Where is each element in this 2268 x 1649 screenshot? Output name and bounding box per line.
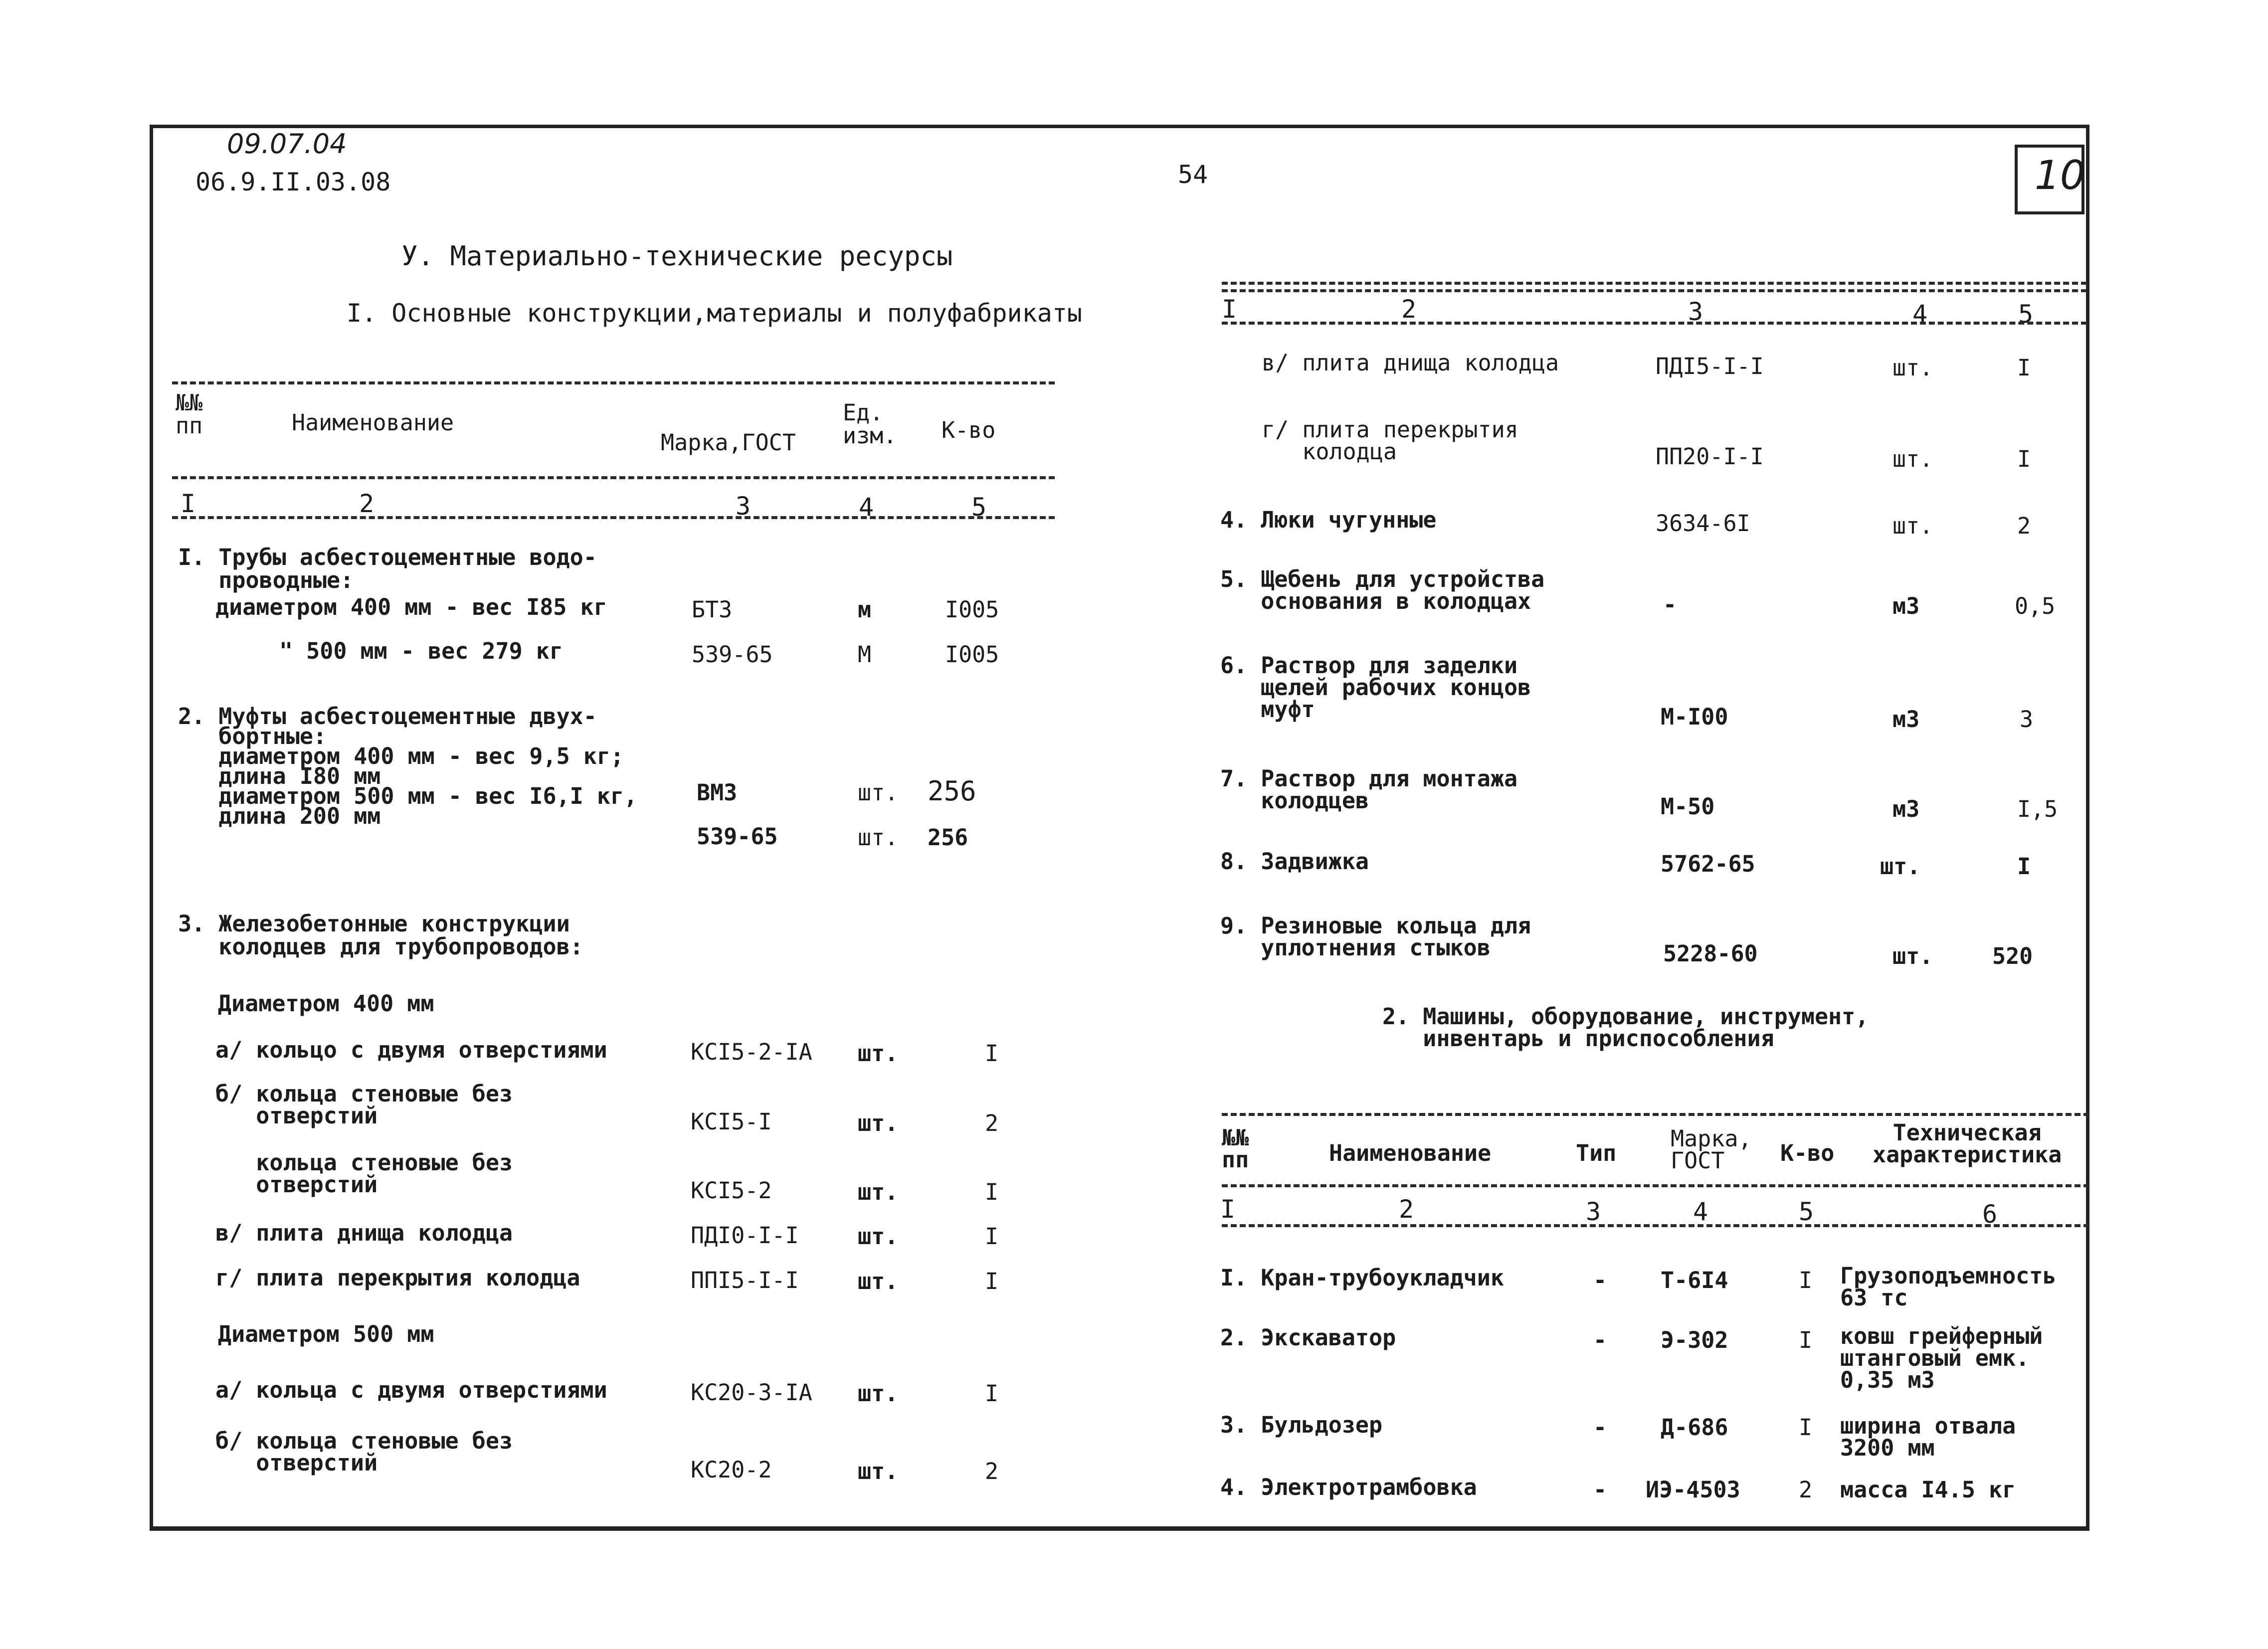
section-2-title: 2. Машины, оборудование, инструмент, инвентарь и приспособления [1382, 1003, 1869, 1052]
machines-header-type: Тип [1576, 1140, 1617, 1166]
d400-row-name: г/ плита перекрытия колодца [215, 1265, 580, 1291]
item-2-title: 2. Муфты асбестоцементные двух- бортные: диаметром 400 мм - вес 9,5 кг; длина I80 мм диаметром 500 мм - вес I6,I кг, длина 200 мм [178, 703, 638, 829]
item-1-row-2-qty: I005 [945, 641, 999, 668]
right-row-qty: I [2017, 355, 2031, 381]
item-3-title: 3. Железобетонные конструкции колодцев для трубопроводов: [178, 911, 583, 960]
col-number: 3 [1688, 297, 1703, 326]
col-number: I [181, 489, 196, 518]
right-row-qty: 3 [2020, 706, 2034, 733]
d500-row-name: б/ кольца стеновые без отверстий [215, 1428, 513, 1476]
col-number: 4 [1693, 1197, 1708, 1226]
right-top-rule [1222, 282, 2087, 285]
page-number: 54 [1178, 160, 1208, 189]
right-row-unit: шт. [1892, 513, 1933, 539]
right-row-mark: ПДI5-I-I [1656, 353, 1764, 379]
right-row-qty: I,5 [2017, 796, 2058, 822]
machines-header-spec: Техническая характеристика [1873, 1119, 2062, 1168]
machines-top-rule [1222, 1113, 2089, 1116]
item-1-row-1-qty: I005 [945, 596, 999, 623]
right-row-mark: - [1663, 591, 1677, 618]
col-number: 2 [359, 489, 375, 518]
item-2-row-2-unit: шт. [858, 824, 899, 851]
header-bottom-rule [172, 476, 1055, 479]
d400-row-qty: 2 [985, 1110, 999, 1136]
item-1-title: I. Трубы асбестоцементные водо- проводные: [178, 544, 597, 593]
machines-colnum-rule [1222, 1224, 2089, 1227]
item-1-row-2-mark: 539-65 [692, 641, 773, 668]
col-number: 4 [1912, 300, 1928, 329]
diameter-500-heading: Диаметром 500 мм [218, 1321, 434, 1347]
d400-row-name: а/ кольцо с двумя отверстиями [215, 1037, 607, 1063]
col-number: 3 [736, 492, 751, 521]
header-name: Наименование [292, 409, 454, 436]
d500-row-qty: 2 [985, 1458, 999, 1484]
col-number: 2 [1401, 295, 1417, 324]
col-number: 6 [1982, 1200, 1998, 1229]
d400-row-unit: шт. [858, 1179, 899, 1205]
right-row-unit: м3 [1892, 796, 1920, 822]
right-row-name: 8. Задвижка [1220, 848, 1369, 875]
right-row-name: 9. Резиновые кольца для уплотнения стыков [1220, 913, 1531, 961]
right-row-qty: 0,5 [2015, 593, 2056, 619]
header-num: №№ пп [176, 389, 203, 439]
right-row-mark: М-I00 [1661, 704, 1728, 730]
d400-row-mark: КСI5-2 [691, 1177, 772, 1204]
d500-row-mark: КС20-3-IА [691, 1379, 812, 1406]
right-row-unit: шт. [1880, 853, 1921, 880]
header-mark: Марка,ГОСТ [661, 429, 796, 456]
d400-row-qty: I [985, 1179, 999, 1205]
right-row-unit: шт. [1892, 355, 1933, 381]
d500-row-unit: шт. [858, 1458, 899, 1484]
d400-row-name: б/ кольца стеновые без отверстий [215, 1081, 513, 1129]
d400-row-qty: I [985, 1040, 999, 1067]
col-number: 2 [1399, 1195, 1414, 1224]
right-row-mark: ПП20-I-I [1656, 443, 1764, 470]
machine-row-name: 4. Электротрамбовка [1220, 1474, 1477, 1500]
page-frame [150, 125, 2089, 1531]
d400-row-qty: I [985, 1223, 999, 1250]
right-row-qty: 2 [2017, 513, 2031, 539]
right-row-mark: 5228-60 [1663, 940, 1758, 967]
item-2-row-1-mark: ВМ3 [697, 779, 738, 806]
machine-row-mark: Д-686 [1661, 1414, 1728, 1441]
right-row-name: 7. Раствор для монтажа колодцев [1220, 765, 1518, 814]
machine-row-spec: Грузоподъемность 63 тс [1840, 1263, 2057, 1311]
col-number: 5 [971, 493, 987, 522]
machines-header-mark: Марка, ГОСТ [1671, 1125, 1752, 1174]
right-row-unit: м3 [1892, 706, 1920, 733]
machine-row-type: - [1593, 1267, 1607, 1293]
right-row-mark: 5762-65 [1661, 851, 1755, 877]
item-2-row-1-qty: 256 [928, 775, 976, 807]
right-row-name: г/ плита перекрытия колодца [1262, 416, 1518, 465]
machine-row-spec: ширина отвала 3200 мм [1840, 1413, 2016, 1461]
header-unit: Ед. изм. [843, 399, 897, 449]
d500-row-mark: КС20-2 [691, 1457, 772, 1483]
d400-row-name: в/ плита днища колодца [215, 1220, 513, 1246]
right-row-qty: 520 [1992, 943, 2033, 969]
right-row-name: 5. Щебень для устройства основания в колодцах [1220, 566, 1545, 614]
machine-row-mark: Т-6I4 [1661, 1267, 1728, 1293]
subsection-title: I. Основные конструкции,материалы и полуфабрикаты [347, 299, 1083, 328]
d400-row-unit: шт. [858, 1268, 899, 1294]
machine-row-mark: Э-302 [1661, 1327, 1728, 1353]
right-row-qty: I [2017, 446, 2031, 472]
machine-row-qty: I [1799, 1267, 1813, 1293]
machines-header-name: Наименование [1329, 1140, 1492, 1166]
d400-row-unit: шт. [858, 1223, 899, 1250]
right-row-mark: М-50 [1661, 793, 1715, 820]
diameter-400-heading: Диаметром 400 мм [218, 990, 434, 1017]
d400-row-mark: КСI5-I [691, 1108, 772, 1135]
right-row-name: 4. Люки чугунные [1220, 507, 1437, 533]
machine-row-qty: I [1799, 1327, 1813, 1353]
right-row-name: в/ плита днища колодца [1262, 350, 1559, 376]
machine-row-spec: ковш грейферный штанговый емк. 0,35 м3 [1840, 1323, 2043, 1393]
item-2-row-2-qty: 256 [928, 824, 968, 851]
machine-row-name: 3. Бульдозер [1220, 1412, 1383, 1438]
right-row-unit: шт. [1892, 943, 1933, 969]
d400-row-mark: ППI5-I-I [691, 1267, 799, 1293]
item-1-row-2-unit: М [858, 641, 872, 668]
d400-row-mark: ПДI0-I-I [691, 1222, 799, 1249]
sheet-number: 10 [2035, 152, 2085, 198]
machine-row-mark: ИЭ-4503 [1646, 1476, 1740, 1503]
col-number: 3 [1586, 1197, 1601, 1226]
item-2-row-2-mark: 539-65 [697, 823, 778, 850]
item-1-row-1-name: диаметром 400 мм - вес I85 кг [215, 594, 607, 620]
d400-row-qty: I [985, 1268, 999, 1294]
d400-row-unit: шт. [858, 1040, 899, 1067]
machine-row-name: I. Кран-трубоукладчик [1220, 1265, 1504, 1291]
right-row-name: 6. Раствор для заделки щелей рабочих концов муфт [1220, 652, 1531, 723]
col-number: 4 [859, 493, 874, 522]
machine-row-qty: 2 [1799, 1476, 1813, 1503]
item-1-row-1-unit: м [858, 596, 872, 623]
col-number: I [1222, 295, 1237, 324]
item-2-row-1-unit: шт. [858, 779, 899, 806]
machine-row-name: 2. Экскаватор [1220, 1324, 1396, 1351]
right-row-unit: м3 [1892, 593, 1920, 619]
colnum-rule [172, 516, 1055, 519]
table-top-rule [172, 381, 1055, 384]
right-row-mark: 3634-6I [1656, 510, 1750, 537]
col-number: 5 [1799, 1197, 1814, 1226]
right-colnum-rule [1222, 322, 2087, 325]
machines-header-qty: К-во [1780, 1140, 1835, 1166]
machines-header-rule [1222, 1184, 2089, 1187]
item-1-row-2-name: " 500 мм - вес 279 кг [279, 638, 563, 664]
handwritten-code: 09.07.04 [227, 128, 347, 160]
machine-row-type: - [1593, 1327, 1607, 1353]
d500-row-qty: I [985, 1380, 999, 1407]
machine-row-spec: масса I4.5 кг [1840, 1476, 2016, 1503]
col-number: I [1220, 1195, 1236, 1224]
machine-row-type: - [1593, 1476, 1607, 1503]
d500-row-unit: шт. [858, 1380, 899, 1407]
header-qty: К-во [942, 417, 996, 443]
doc-code: 06.9.II.03.08 [195, 168, 391, 196]
section-title: У. Материально-технические ресурсы [401, 240, 953, 272]
d500-row-name: а/ кольца с двумя отверстиями [215, 1377, 607, 1403]
d400-row-unit: шт. [858, 1110, 899, 1136]
col-number: 5 [2018, 300, 2034, 329]
d400-row-name: кольца стеновые без отверстий [256, 1149, 513, 1198]
machines-header-num: №№ пп [1222, 1124, 1249, 1173]
right-row-qty: I [2017, 853, 2031, 880]
machine-row-type: - [1593, 1414, 1607, 1441]
right-row-unit: шт. [1892, 446, 1933, 472]
item-1-row-1-mark: БТ3 [692, 596, 733, 623]
d400-row-mark: КСI5-2-IА [691, 1039, 812, 1065]
machine-row-qty: I [1799, 1414, 1813, 1441]
right-top-rule-2 [1222, 289, 2087, 292]
